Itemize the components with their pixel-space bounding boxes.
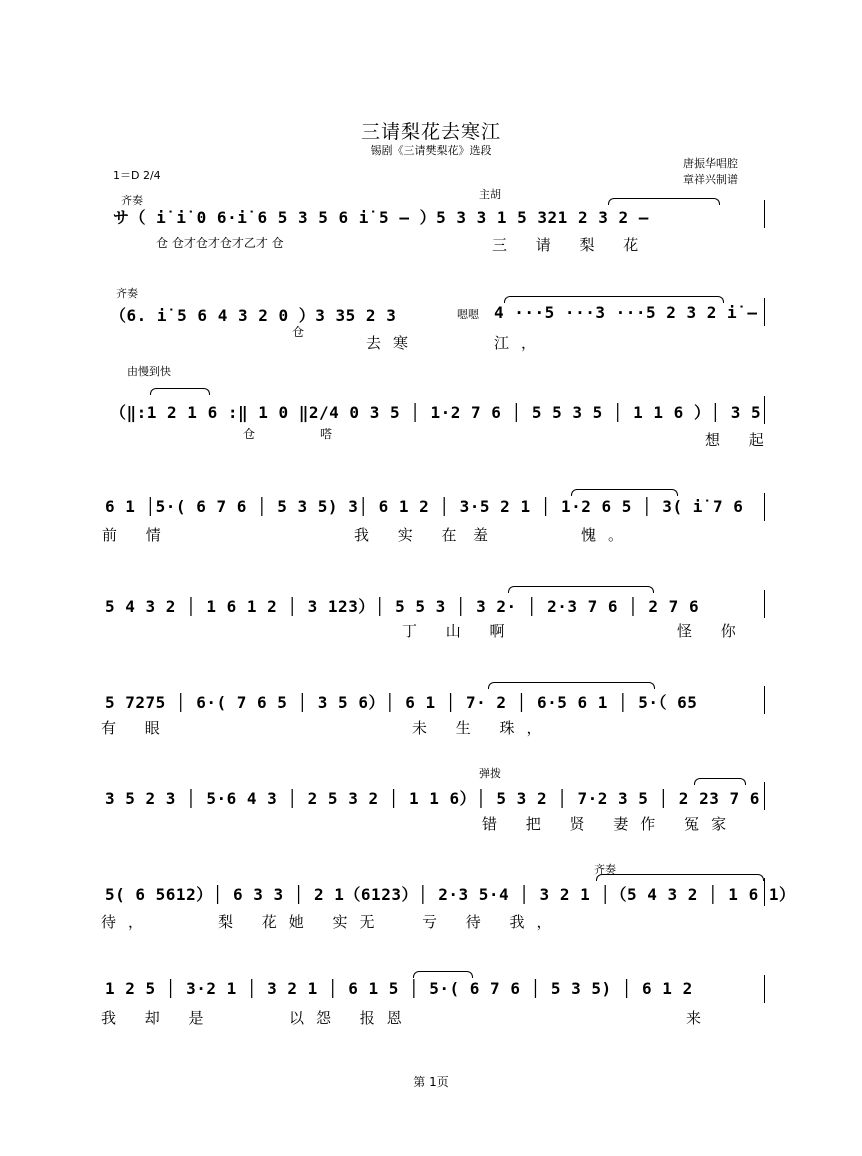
score-line-2-notes: （6. i̇ 5 6 4 3 2 0 ）3 35 2 3 [110,306,397,325]
song-subtitle: 锡剧《三请樊梨花》选段 [370,144,492,157]
score-line-4-lyrics-b: 我 实 在 [354,526,469,544]
barline [764,298,765,326]
barline [764,590,765,618]
score-line-9-lyrics: 我 却 是 [101,1009,216,1027]
score-line-2-lyrics: 去寒 [366,334,421,352]
barline [764,782,765,810]
score-line-2-lyrics-b: 江， [494,334,549,352]
slur [488,682,655,689]
label-tanbo: 弹拨 [479,767,501,780]
notation-credit: 章祥兴制谱 [683,173,738,186]
score-line-9-lyrics-c: 来 [686,1009,714,1027]
page-number: 第 1页 [413,1075,449,1089]
score-line-6-lyrics: 有 眼 [101,719,172,737]
slur [413,971,473,978]
score-line-6-lyrics-b: 未 生 珠， [412,719,554,737]
score-line-4-lyrics: 前 情 [102,526,173,544]
score-line-1-percussion: 仓 仓才仓才仓才乙才 仓 [156,236,284,250]
score-line-9-notes: 1 2 5 │ 3·2 1 │ 3 2 1 │ 6 1 5 │ 5·( 6 7 6 │ 5 3 5) │ 6 1 2 [105,979,693,998]
score-line-1-lyrics: 三 请 梨 花 [492,236,651,254]
score-line-3-lyrics: 想 起 [705,431,776,449]
score-line-8-notes: 5( 6 5612）│ 6 3 3 │ 2 1（6123）│ 2·3 5·4 │ 3 2 1 │（5 4 3 2 │ 1 6 1） [105,885,796,904]
score-line-1-notes: サ（ i̇ i̇ 0 6·i̇ 6 5 3 5 6 i̇ 5 – ）5 3 3 1 5 321 2 3 2 – [113,208,649,227]
song-title: 三请梨花去寒江 [360,121,501,143]
barline [764,878,765,906]
label-zhuhu: 主胡 [479,188,501,201]
score-line-4-lyrics-d: 愧。 [581,526,636,544]
slur [150,388,210,395]
singer-credit: 唐振华唱腔 [683,157,738,170]
score-line-5-lyrics-b: 怪 你 [677,622,748,640]
score-line-2-notes-b: 4 ···5 ···3 ···5 2 3 2 i̇ – [494,303,758,322]
slur [504,296,724,303]
barline [764,396,765,424]
slur [508,586,654,593]
score-line-3-notes: （‖:1 2 1 6 :‖ 1 0 ‖2/4 0 3 5 │ 1·2 7 6 │ 5 5 3 5 │ 1 1 6 ）│ 3 5 [110,403,762,422]
score-line-9-lyrics-b: 以怨 报恩 [289,1009,414,1027]
score-line-3-percussion: 仓 [243,427,256,441]
label-tempo: 由慢到快 [127,365,171,378]
score-line-4-lyrics-c: 羞 [473,526,501,544]
barline [764,686,765,714]
score-line-2-percussion: 仓 [292,325,305,339]
score-line-5-notes: 5 4 3 2 │ 1 6 1 2 │ 3 123）│ 5 5 3 │ 3 2· │ 2·3 7 6 │ 2 7 6 [105,597,700,616]
score-line-4-notes: 6 1 │5·( 6 7 6 │ 5 3 5) 3│ 6 1 2 │ 3·5 2 1 │ 1·2 6 5 │ 3( i̇ 7 6 [105,497,744,516]
barline [764,975,765,1003]
barline [764,200,765,228]
score-line-5-lyrics: 丁 山 啊 [402,622,517,640]
label-qizou-2: 齐奏 [116,287,138,300]
score-line-8-lyrics-c: 亏 待 我， [422,913,564,931]
score-line-7-notes: 3 5 2 3 │ 5·6 4 3 │ 2 5 3 2 │ 1 1 6）│ 5 3 2 │ 7·2 3 5 │ 2 23 7 6 [105,789,760,808]
score-line-2-vocal-mark: 嗯嗯 [457,308,479,321]
slur [596,874,764,881]
score-line-3-percussion-b: 嗒 [320,427,333,441]
slur [694,778,746,785]
score-line-8-lyrics-b: 梨 花她 实无 [218,913,387,931]
slur [571,489,678,496]
barline [764,493,765,521]
label-qizou-1: 齐奏 [121,194,143,207]
score-line-8-lyrics: 待， [101,913,156,931]
slur [608,198,720,205]
label-qizou-3: 齐奏 [594,863,616,876]
key-signature: 1＝D 2/4 [113,169,161,182]
score-line-7-lyrics: 错 把 贤 妻作 冤家 [482,815,739,833]
score-line-6-notes: 5 7275 │ 6·( 7 6 5 │ 3 5 6）│ 6 1 │ 7· 2 │ 6·5 6 1 │ 5·（ 65 [105,693,698,712]
